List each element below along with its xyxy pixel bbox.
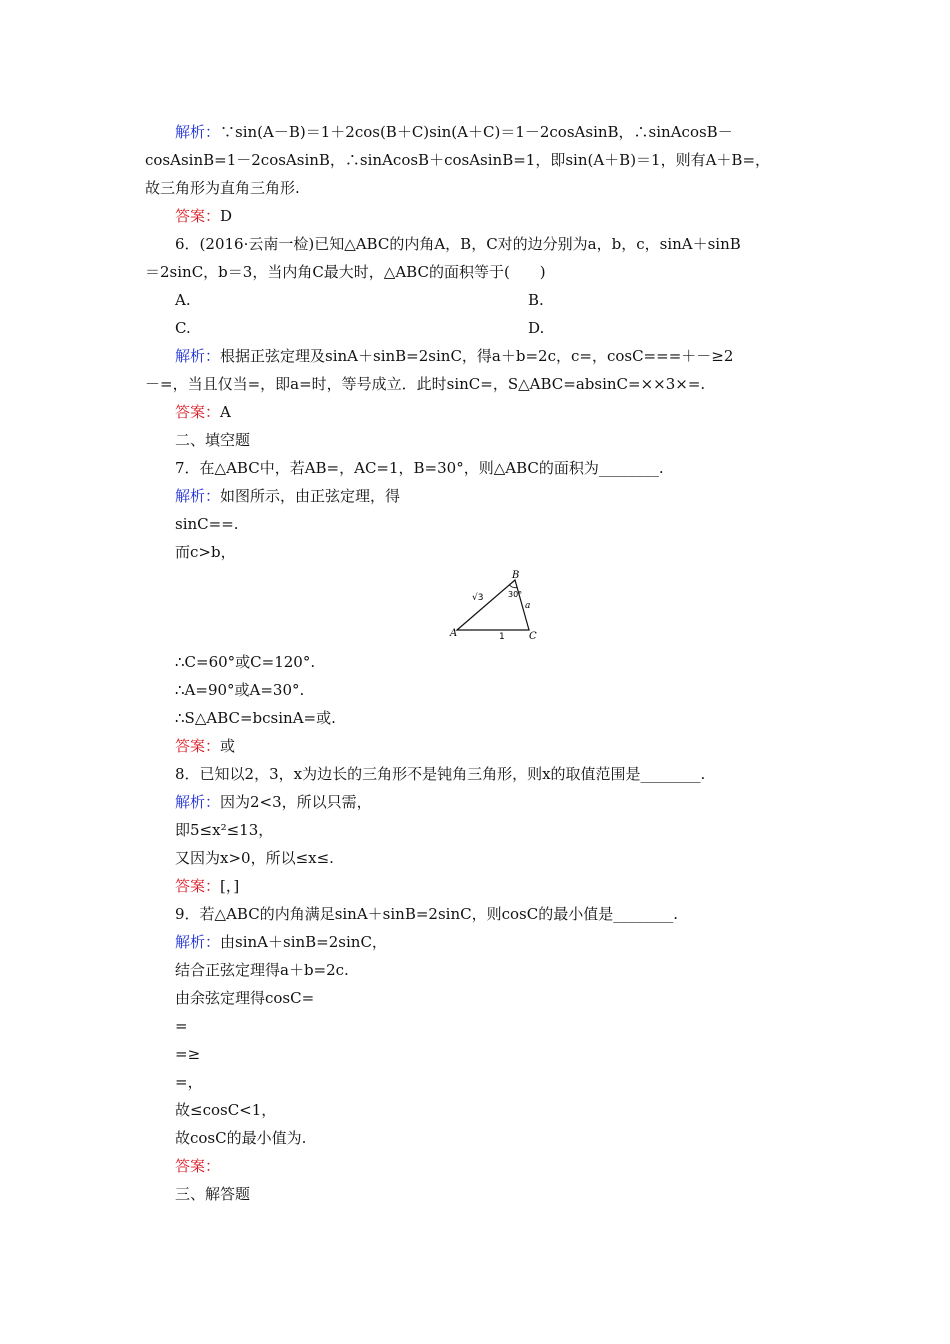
text-line: [175, 234, 741, 254]
line-text: =≥: [175, 1045, 201, 1063]
text-line: [175, 652, 315, 672]
line-text: 故cosC的最小值为.: [175, 1129, 307, 1147]
line-text: 或: [220, 737, 236, 755]
triangle-outline: [457, 580, 529, 630]
text-line: [175, 708, 336, 728]
option-item: A.: [175, 291, 191, 309]
answer-line: [175, 1156, 220, 1176]
analysis-label: 解析：: [175, 487, 221, 505]
line-text: ∴S△ABC=bcsinA=或.: [175, 709, 336, 727]
line-text: =: [175, 1017, 188, 1035]
line-text: [，]: [220, 877, 240, 895]
line-text: 9．若△ABC的内角满足sinA＋sinB=2sinC，则cosC的最小值是________.: [175, 905, 678, 923]
line-text: 结合正弦定理得a＋b=2c.: [175, 961, 349, 979]
analysis-line: [175, 932, 387, 952]
line-text: 由sinA＋sinB=2sinC，: [220, 933, 387, 951]
angle-b-label: 30°: [508, 590, 523, 599]
line-text: 8．已知以2，3，x为边长的三角形不是钝角三角形，则x的取值范围是________.: [175, 765, 706, 783]
line-text: 又因为x>0，所以≤x≤.: [175, 849, 334, 867]
text-line: [175, 680, 304, 700]
line-text: 因为2<3，所以只需，: [220, 793, 372, 811]
answer-line: [175, 206, 232, 226]
triangle-figure: [445, 568, 545, 644]
text-line: [175, 848, 334, 868]
line-text: 故三角形为直角三角形.: [145, 179, 300, 197]
line-text: =，: [175, 1073, 203, 1091]
answer-label: 答案：: [175, 1157, 221, 1175]
line-text: ＝2sinC，b＝3，当内角C最大时，△ABC的面积等于( ): [145, 263, 546, 281]
vertex-c-label: C: [529, 631, 537, 642]
text-line: [175, 1184, 250, 1204]
option-item: B.: [528, 291, 544, 309]
line-text: 而c>b，: [175, 543, 236, 561]
text-line: [175, 542, 236, 562]
line-text: sinC==.: [175, 515, 239, 533]
analysis-label: 解析：: [175, 123, 221, 141]
text-line: [145, 150, 770, 170]
line-text: 二、填空题: [175, 431, 251, 449]
analysis-label: 解析：: [175, 793, 221, 811]
text-line: [175, 1128, 306, 1148]
vertex-a-label: A: [450, 628, 458, 639]
line-text: ∴A=90°或A=30°.: [175, 681, 305, 699]
answer-line: [175, 876, 239, 896]
vertex-b-label: B: [512, 570, 520, 581]
analysis-label: 解析：: [175, 347, 221, 365]
analysis-line: [175, 486, 400, 506]
text-line: [175, 514, 239, 534]
line-text: 即5≤x²≤13，: [175, 821, 274, 839]
text-line: [175, 904, 678, 924]
line-text: cosAsinB=1－2cosAsinB，∴sinAcosB＋cosAsinB=1，即sin(A＋B)＝1，则有A＋B=，: [145, 151, 771, 169]
side-ac-label: 1: [499, 632, 505, 642]
answer-line: [175, 402, 231, 422]
line-text: 三、解答题: [175, 1185, 251, 1203]
text-line: [175, 430, 250, 450]
line-text: －=，当且仅当=，即a=时，等号成立．此时sinC=，S△ABC=absinC=××3×=.: [145, 375, 706, 393]
text-line: [175, 988, 314, 1008]
text-line: [175, 1100, 276, 1120]
text-line: [175, 1016, 188, 1036]
answer-label: 答案：: [175, 207, 221, 225]
line-text: ∴C=60°或C=120°.: [175, 653, 316, 671]
line-text: 如图所示，由正弦定理，得: [220, 487, 401, 505]
line-text: D: [220, 207, 233, 225]
text-line: [145, 374, 705, 394]
answer-label: 答案：: [175, 737, 221, 755]
analysis-label: 解析：: [175, 933, 221, 951]
text-line: [175, 1072, 203, 1092]
option-item: D.: [528, 319, 545, 337]
text-line: [175, 960, 349, 980]
line-text: 7．在△ABC中，若AB=，AC=1，B=30°，则△ABC的面积为________.: [175, 459, 664, 477]
line-text: ∵sin(A－B)＝1＋2cos(B＋C)sin(A＋C)＝1－2cosAsinB，∴sinAcosB－: [220, 123, 733, 141]
text-line: [175, 820, 273, 840]
side-ab-label: √3: [472, 593, 484, 603]
text-line: [145, 262, 546, 282]
line-text: 由余弦定理得cosC=: [175, 989, 315, 1007]
side-bc-label: a: [525, 601, 531, 611]
analysis-line: [175, 792, 372, 812]
angle-arc: [510, 585, 518, 588]
text-line: [175, 764, 705, 784]
line-text: 6．(2016·云南一检)已知△ABC的内角A，B，C对的边分别为a，b，c，sinA＋sinB: [175, 235, 741, 253]
answer-line: [175, 736, 235, 756]
answer-label: 答案：: [175, 403, 221, 421]
line-text: A: [220, 403, 231, 421]
text-line: [175, 458, 664, 478]
line-text: 故≤cosC<1，: [175, 1101, 277, 1119]
option-item: C.: [175, 319, 191, 337]
text-line: [175, 1044, 200, 1064]
answer-label: 答案：: [175, 877, 221, 895]
line-text: 根据正弦定理及sinA＋sinB=2sinC，得a＋b=2c，c=，cosC===＋－≥2: [220, 347, 734, 365]
analysis-line: [175, 346, 733, 366]
analysis-line: [175, 122, 733, 142]
text-line: [145, 178, 300, 198]
